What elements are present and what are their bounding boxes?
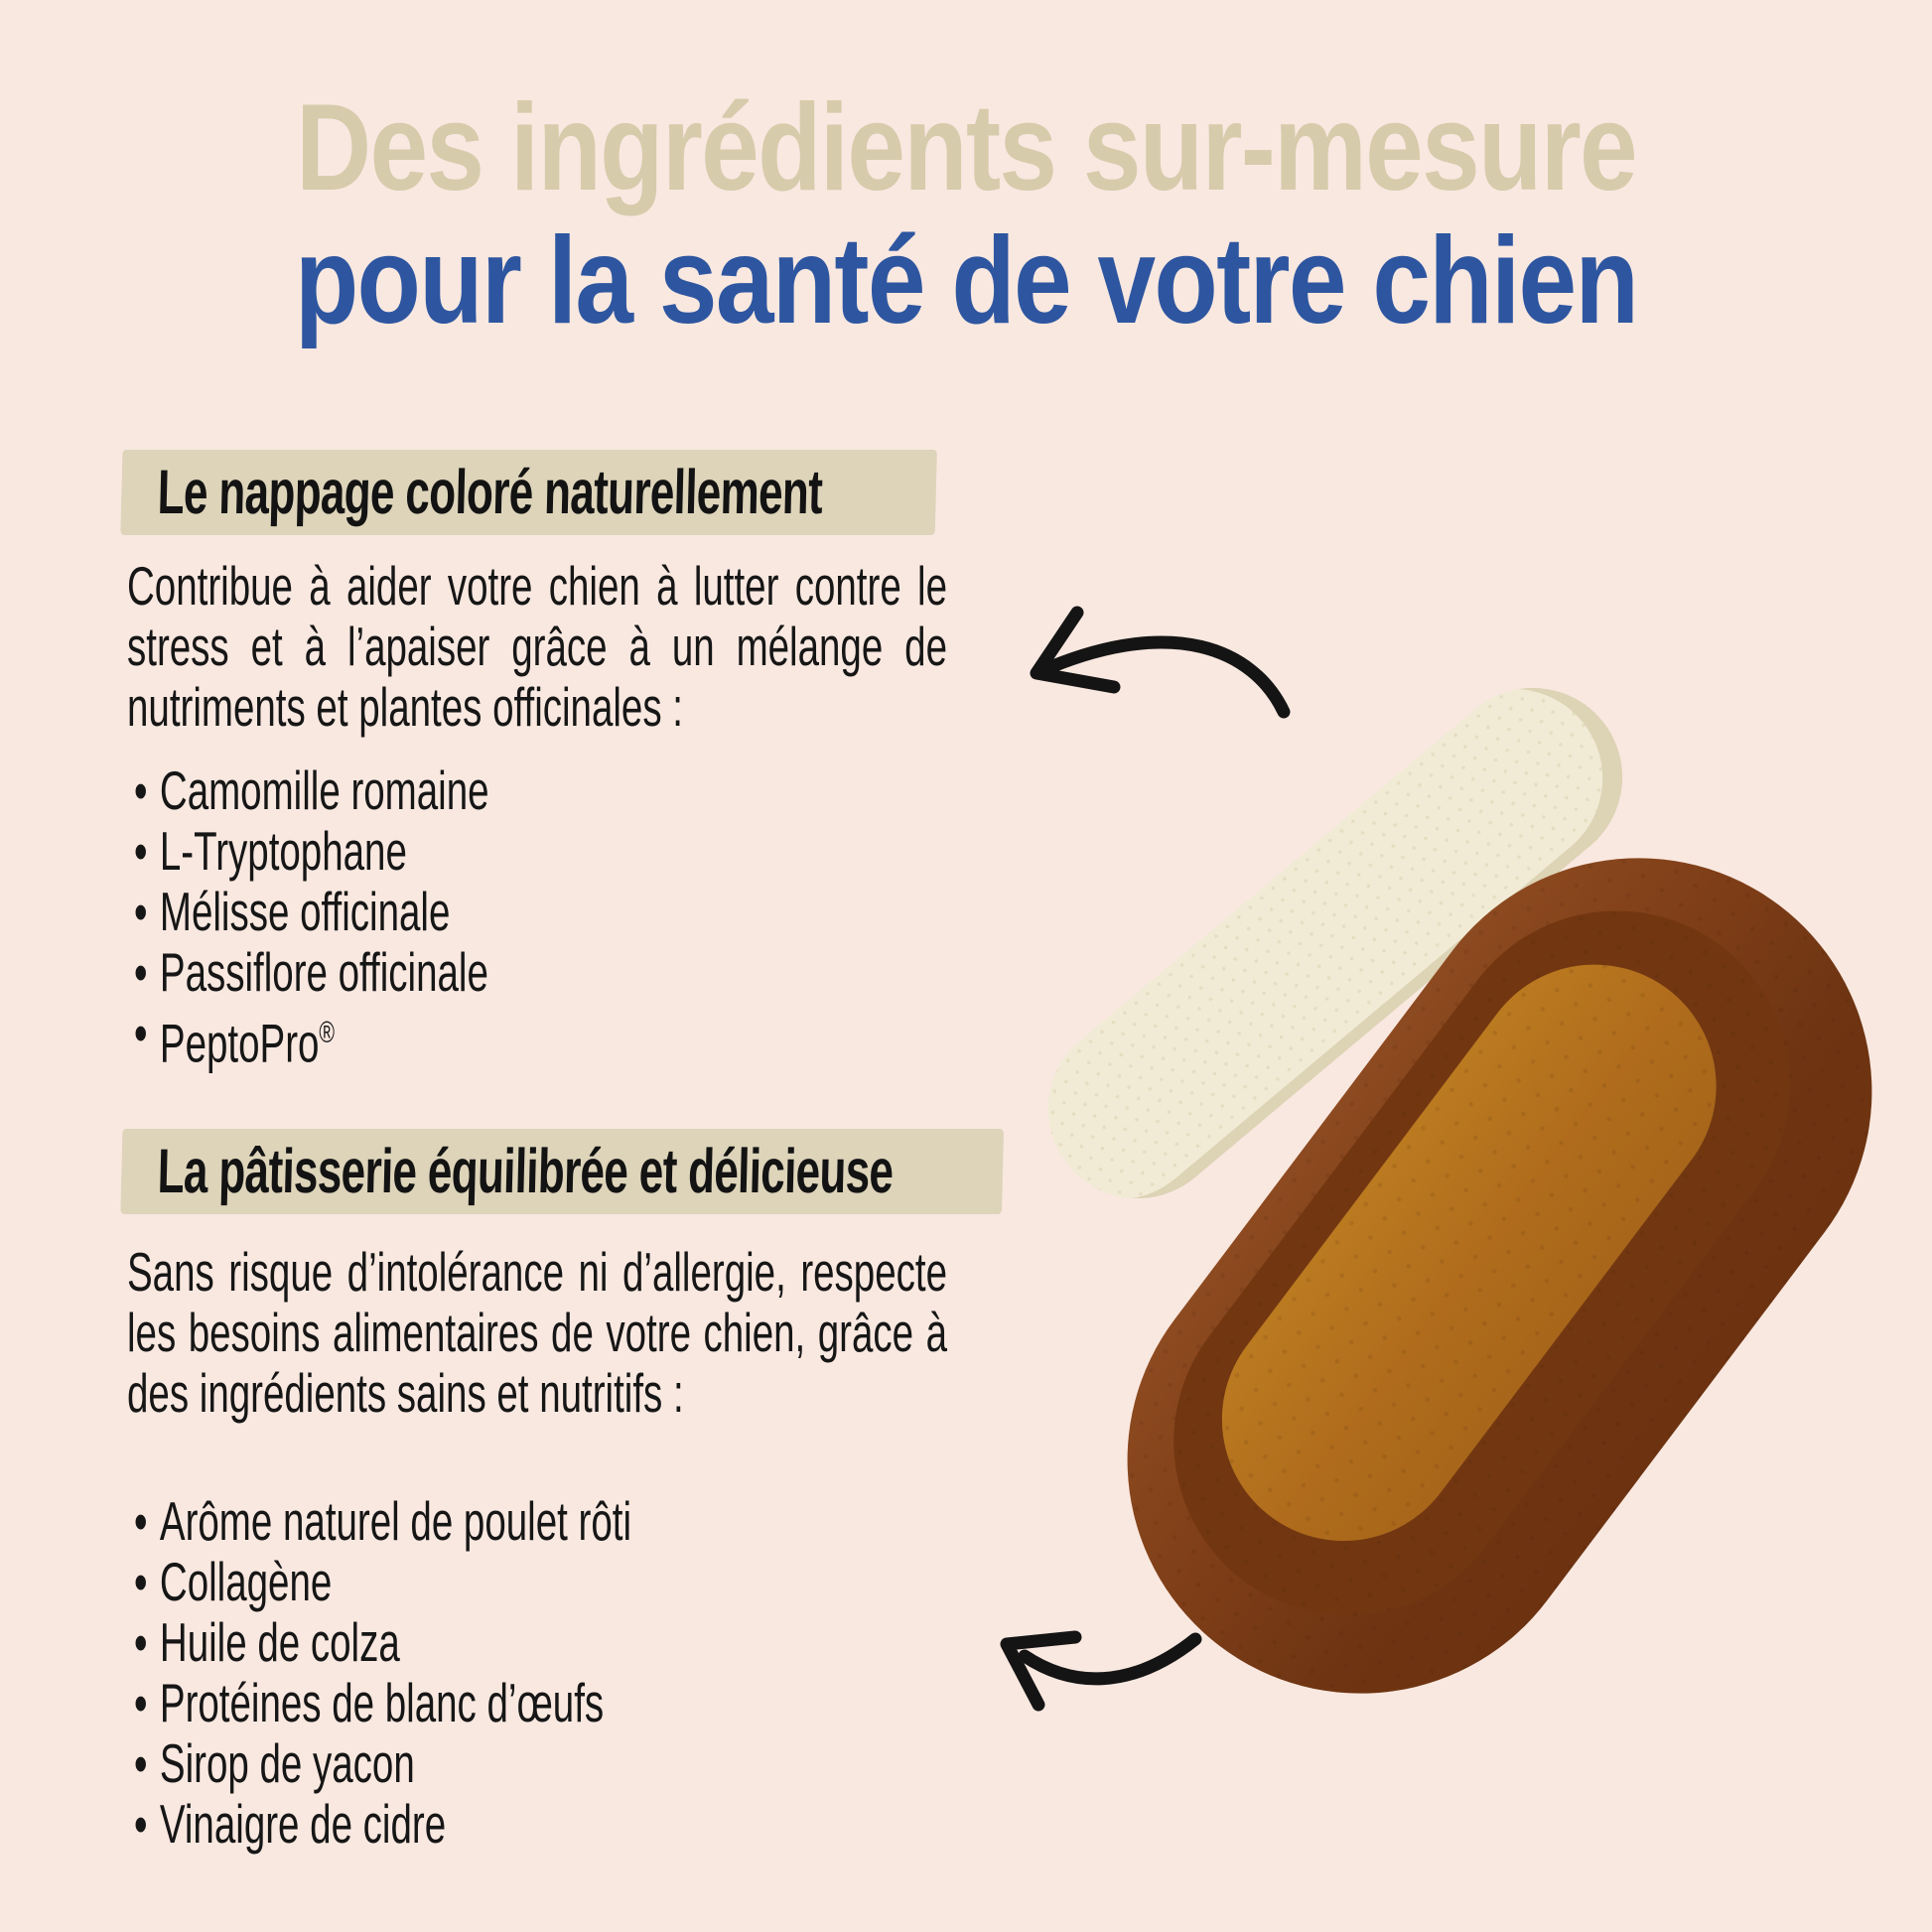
brand-name: PeptoPro [159, 1012, 320, 1074]
section-heading-nappage [120, 450, 937, 535]
list-item: • Huile de colza [127, 1612, 947, 1673]
list-item: • Passiflore officinale [127, 942, 947, 1003]
list-item: • Collagène [127, 1552, 947, 1612]
list-item: • Mélisse officinale [127, 882, 947, 942]
list-item: • L-Tryptophane [127, 821, 947, 882]
section-paragraph-nappage: Contribue à aider votre chien à lutter contre le stress et à l’apaiser grâce à un mélange de nutriments et plantes officinales : [127, 555, 947, 738]
section-heading-nappage-label: Le nappage coloré naturellement [156, 458, 824, 527]
content-column [127, 0, 1114, 1932]
page-title-line2: pour la santé de votre chien [294, 212, 1638, 349]
list-item: • Protéines de blanc d’œufs [127, 1673, 947, 1733]
section-paragraph-patisserie: Sans risque d’intolérance ni d’allergie, respecte les besoins alimentaires de votre chien, grâce à des ingrédients sains et nutritifs : [127, 1241, 947, 1424]
list-item: • Vinaigre de cidre [127, 1794, 947, 1855]
list-item [127, 1003, 947, 1073]
ingredient-list-nappage [127, 760, 947, 1073]
section-heading-patisserie [120, 1129, 1004, 1214]
list-item: • Camomille romaine [127, 760, 947, 821]
ingredient-list-patisserie [127, 1491, 947, 1855]
list-item: • Arôme naturel de poulet rôti [127, 1491, 947, 1552]
registered-trademark-symbol: ® [319, 1017, 336, 1049]
treat-pastry-illustration [1034, 764, 1932, 1787]
list-item: • Sirop de yacon [127, 1733, 947, 1794]
page-title-line1: Des ingrédients sur-mesure [296, 79, 1636, 216]
section-heading-patisserie-label: La pâtisserie équilibrée et délicieuse [156, 1137, 895, 1206]
